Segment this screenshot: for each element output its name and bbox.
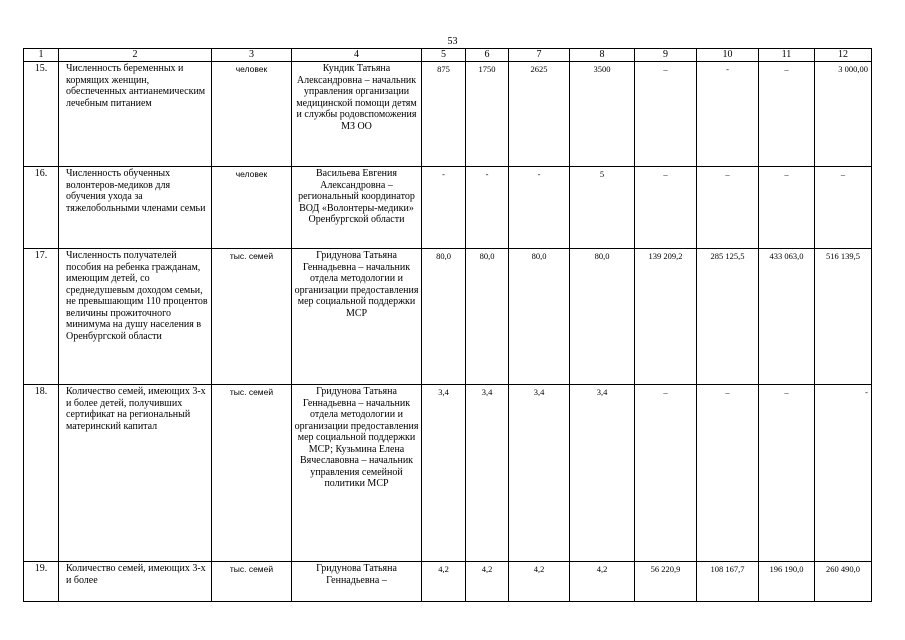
value-cell: 56 220,9 (635, 562, 697, 602)
header-cell: 3 (212, 49, 292, 62)
value-cell: - (509, 167, 570, 249)
value-cell: 108 167,7 (697, 562, 759, 602)
value-cell: 3,4 (570, 385, 635, 562)
value-cell: 3500 (570, 62, 635, 167)
header-cell: 12 (815, 49, 872, 62)
row-number: 17. (24, 249, 59, 385)
header-cell: 8 (570, 49, 635, 62)
value-cell: – (635, 167, 697, 249)
table-row (24, 62, 872, 167)
indicators-table (23, 48, 872, 602)
value-cell: 260 490,0 (815, 562, 872, 602)
value-cell: 3,4 (466, 385, 509, 562)
value-cell: 80,0 (466, 249, 509, 385)
value-cell: 80,0 (570, 249, 635, 385)
header-cell: 6 (466, 49, 509, 62)
responsible-cell: Гридунова Татьяна Геннадьевна – начальник отдела методологии и организации предоставления мер социальной поддержки МСР; Кузьмина Елена Вячеславовна – начальник управления семейной политики МСР (292, 385, 422, 562)
unit-cell: тыс. семей (212, 562, 292, 602)
header-cell: 5 (422, 49, 466, 62)
responsible-cell: Гридунова Татьяна Геннадьевна – начальник отдела методологии и организации предоставления мер социальной поддержки МСР (292, 249, 422, 385)
value-cell: 139 209,2 (635, 249, 697, 385)
value-cell: 3 000,00 (815, 62, 872, 167)
value-cell: 285 125,5 (697, 249, 759, 385)
row-number: 16. (24, 167, 59, 249)
value-cell: - (697, 62, 759, 167)
table-row (24, 167, 872, 249)
row-number: 18. (24, 385, 59, 562)
table-row (24, 562, 872, 602)
value-cell: – (759, 62, 815, 167)
table-row (24, 385, 872, 562)
value-cell: - (815, 385, 872, 562)
value-cell: 2625 (509, 62, 570, 167)
indicator-cell: Численность беременных и кормящих женщин, обеспеченных антианемическим лечебным питанием (59, 62, 212, 167)
value-cell: – (635, 62, 697, 167)
responsible-cell: Кундик Татьяна Александровна – начальник управления организации медицинской помощи детям и службы родовспоможения МЗ ОО (292, 62, 422, 167)
value-cell: 4,2 (466, 562, 509, 602)
page-number: 53 (447, 36, 458, 47)
indicator-cell: Количество семей, имеющих 3-х и более детей, получивших сертификат на региональный материнский капитал (59, 385, 212, 562)
value-cell: – (635, 385, 697, 562)
value-cell: 4,2 (422, 562, 466, 602)
header-cell: 11 (759, 49, 815, 62)
value-cell: 196 190,0 (759, 562, 815, 602)
value-cell: 3,4 (509, 385, 570, 562)
value-cell: – (697, 385, 759, 562)
value-cell: 433 063,0 (759, 249, 815, 385)
value-cell: – (759, 167, 815, 249)
value-cell: 5 (570, 167, 635, 249)
indicator-cell: Численность обученных волонтеров-медиков для обучения ухода за тяжелобольными членами семьи (59, 167, 212, 249)
header-cell: 9 (635, 49, 697, 62)
unit-cell: тыс. семей (212, 249, 292, 385)
header-cell: 2 (59, 49, 212, 62)
header-cell: 1 (24, 49, 59, 62)
value-cell: 80,0 (422, 249, 466, 385)
value-cell: 4,2 (509, 562, 570, 602)
unit-cell: человек (212, 62, 292, 167)
value-cell: 3,4 (422, 385, 466, 562)
value-cell: 516 139,5 (815, 249, 872, 385)
value-cell: – (815, 167, 872, 249)
value-cell: 80,0 (509, 249, 570, 385)
unit-cell: человек (212, 167, 292, 249)
value-cell: – (759, 385, 815, 562)
indicator-cell: Численность получателей пособия на ребенка гражданам, имеющим детей, со среднедушевым доходом семьи, не превышающим 110 процентов величины прожиточного минимума на душу населения в Оренбургской области (59, 249, 212, 385)
value-cell: 4,2 (570, 562, 635, 602)
header-cell: 10 (697, 49, 759, 62)
responsible-cell: Гридунова Татьяна Геннадьевна – (292, 562, 422, 602)
column-numbers-row (24, 49, 872, 62)
indicator-cell: Количество семей, имеющих 3-х и более (59, 562, 212, 602)
header-cell: 7 (509, 49, 570, 62)
value-cell: 875 (422, 62, 466, 167)
responsible-cell: Васильева Евгения Александровна – региональный координатор ВОД «Волонтеры-медики» Оренбургской области (292, 167, 422, 249)
value-cell: - (466, 167, 509, 249)
row-number: 15. (24, 62, 59, 167)
value-cell: - (422, 167, 466, 249)
value-cell: – (697, 167, 759, 249)
table-row (24, 249, 872, 385)
header-cell: 4 (292, 49, 422, 62)
row-number: 19. (24, 562, 59, 602)
unit-cell: тыс. семей (212, 385, 292, 562)
value-cell: 1750 (466, 62, 509, 167)
